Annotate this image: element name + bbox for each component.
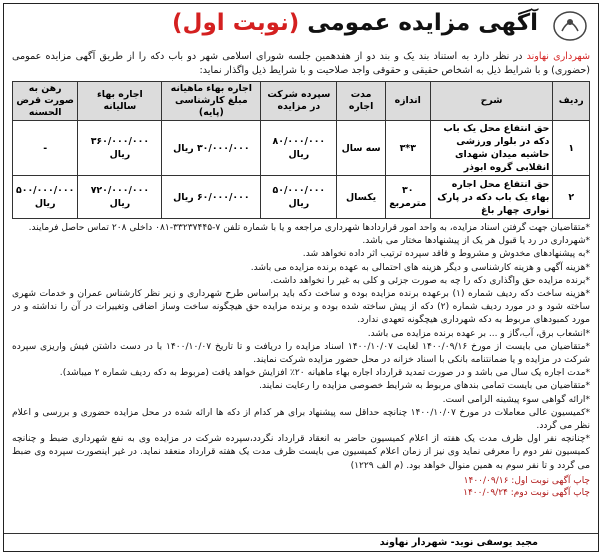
title-round: (نوبت اول) (172, 10, 300, 36)
col-header-deposit: سپرده شرکت در مزایده (261, 82, 337, 121)
cell-monthly-rent: ۳۰/۰۰۰/۰۰۰ ریال (162, 121, 261, 176)
ad-title (172, 10, 538, 36)
term-item: *متقاضیان جهت گرفتن اسناد مزایده، به واحد امور قراردادها شهرداری مراجعه و یا با شماره تلفن ۷-۳۳۲۳۷۴۴۵-۰۸۱ داخلی ۲۰۸ تماس حاصل فرمایند. (28, 223, 590, 233)
term-item: *شهرداری در رد یا قبول هر یک از پیشنهادها مختار می باشد. (362, 236, 590, 247)
col-header-size: اندازه (385, 82, 430, 121)
signature-footer: مجید یوسفی نوید- شهردار نهاوند (4, 533, 598, 551)
col-header-row-number: ردیف (553, 82, 590, 121)
cell-mortgage: ۵۰۰/۰۰۰/۰۰۰ ریال (13, 176, 78, 219)
term-item: *هزینه ساخت دکه ردیف شماره (۱) برعهده برنده مزایده بوده و ساخت دکه باید براساس طرح شهرداری و زیر نظر کارشناس عمران و خدمات شهری ساخته شود و در مورد ردیف شماره (۲) دکه از پیش ساخته شده بوده و برنده مزایده حق هیچگونه ساخت وساز اضافی وتغییرات در آن را نداشته و در مورد کمبودهای مربوط به دکه شهرداری هیچگونه تعهدی ندارد. (12, 289, 590, 326)
ad-header (4, 4, 598, 48)
cell-description: حق انتفاع محل یک باب دکه در بلوار ورزشی حاشیه میدان شهدای انقلابی گروه ابوذر (430, 121, 553, 176)
title-main: آگهی مزایده عمومی (307, 10, 538, 36)
terms-list (12, 222, 590, 473)
term-item: *متقاضیان می بایست تمامی بندهای مربوط به شرایط خصوصی مزایده را رعایت نمایند. (259, 381, 590, 392)
publication-dates (12, 475, 590, 499)
cell-row-number: ۱ (553, 121, 590, 176)
auction-items-table (12, 81, 590, 219)
col-header-monthly-rent: اجاره بهاء ماهیانه مبلغ کارشناسی (پایه) (162, 82, 261, 121)
cell-monthly-rent: ۶۰/۰۰۰/۰۰۰ ریال (162, 176, 261, 219)
cell-description: حق انتفاع محل اجاره بهاء یک باب دکه در پارک نواری چهار باغ (430, 176, 553, 219)
first-print-date: چاپ آگهی نوبت اول: ۱۴۰۰/۰۹/۱۶ (463, 475, 590, 486)
term-item: *ارائه گواهی سوء پیشینه الزامی است. (442, 394, 590, 405)
term-item: *چنانچه نفر اول ظرف مدت یک هفته از اعلام کمیسیون حاضر به انعقاد قرارداد نگردد،سپرده شرکت در مزایده وی به نفع شهرداری ضبط و چنانچه کمیسیون نفر دوم را معرفی نماید وی نیز از زمان اعلام کمیسیون می بایست ظرف مدت یک هفته قرارداد منعقد نماید. در غیر اینصورت سپرده وی ضبط می گردد و تا نفر سوم به همین منوال خواهد بود. (م الف ۱۲۲۹) (12, 434, 590, 471)
col-header-annual-rent: اجاره بهاء سالیانه (78, 82, 162, 121)
second-print-date: چاپ آگهی نوبت دوم: ۱۴۰۰/۰۹/۲۴ (463, 487, 590, 498)
table-header-row (13, 82, 590, 121)
cell-duration: سه سال (337, 121, 385, 176)
cell-size: ۳*۳ (385, 121, 430, 176)
intro-text: در نظر دارد به استناد بند یک و بند دو از هفدهمین جلسه شورای اسلامی شهر دو باب دکه را از طریق آگهی مزایده عمومی (حضوری) و با شرایط ذیل به اشخاص حقیقی و حقوقی واجد صلاحیت و با شرایط ذیل واگذار نماید: (12, 51, 590, 76)
cell-size: ۳۰ مترمربع (385, 176, 430, 219)
col-header-duration: مدت اجاره (337, 82, 385, 121)
cell-duration: یکسال (337, 176, 385, 219)
intro-paragraph (12, 50, 590, 78)
term-item: *هزینه آگهی و هزینه کارشناسی و دیگر هزینه های احتمالی به عهده برنده مزایده می باشد. (250, 262, 590, 273)
cell-mortgage: - (13, 121, 78, 176)
table-row (13, 176, 590, 219)
col-header-description: شرح (430, 82, 553, 121)
cell-annual-rent: ۷۲۰/۰۰۰/۰۰۰ ریال (78, 176, 162, 219)
advertisement-frame (3, 3, 599, 552)
cell-deposit: ۵۰/۰۰۰/۰۰۰ ریال (261, 176, 337, 219)
cell-annual-rent: ۳۶۰/۰۰۰/۰۰۰ ریال (78, 121, 162, 176)
intro-org: شهرداری نهاوند (526, 51, 590, 62)
col-header-mortgage: رهن به صورت قرض الحسنه (13, 82, 78, 121)
term-item: *مدت اجاره یک سال می باشد و در صورت تمدید قرارداد اجاره بهاء ماهیانه ۲۰٪ افزایش خواهد یافت (مربوط به دکه ردیف شماره ۲ میباشد). (59, 368, 590, 379)
term-item: *به پیشنهادهای مخدوش و مشروط و فاقد سپرده ترتیب اثر داده نخواهد شد. (302, 249, 590, 260)
cell-row-number: ۲ (553, 176, 590, 219)
term-item: *کمیسیون عالی معاملات در مورخ ۱۴۰۰/۱۰/۰۷ چنانچه حداقل سه پیشنهاد برای هر کدام از دکه ها ارائه شده در محل مزایده حضوری و بررسی و اعلام نظر می گردد. (12, 407, 590, 432)
term-item: *متقاضیان می بایست از مورخ ۱۴۰۰/۰۹/۱۶ لغایت ۱۴۰۰/۱۰/۰۷ اسناد مزایده را دریافت و تا تاریخ ۱۴۰۰/۱۰/۰۷ با در دست داشتن فیش واریزی سپرده شرکت در مزایده و یا ضمانتنامه بانکی با اسناد خزانه در محل حضور مزایده شرکت نمایند. (12, 341, 591, 366)
table-row (13, 121, 590, 176)
cell-deposit: ۸۰/۰۰۰/۰۰۰ ریال (261, 121, 337, 176)
term-item: *انشعاب برق، آب،گاز و ... بر عهده برنده مزایده می باشد. (367, 328, 590, 339)
municipality-logo-icon (550, 9, 590, 43)
term-item: *برنده مزایده حق واگذاری دکه را چه به صورت جزئی و کلی به غیر را نخواهد داشت. (270, 275, 590, 286)
